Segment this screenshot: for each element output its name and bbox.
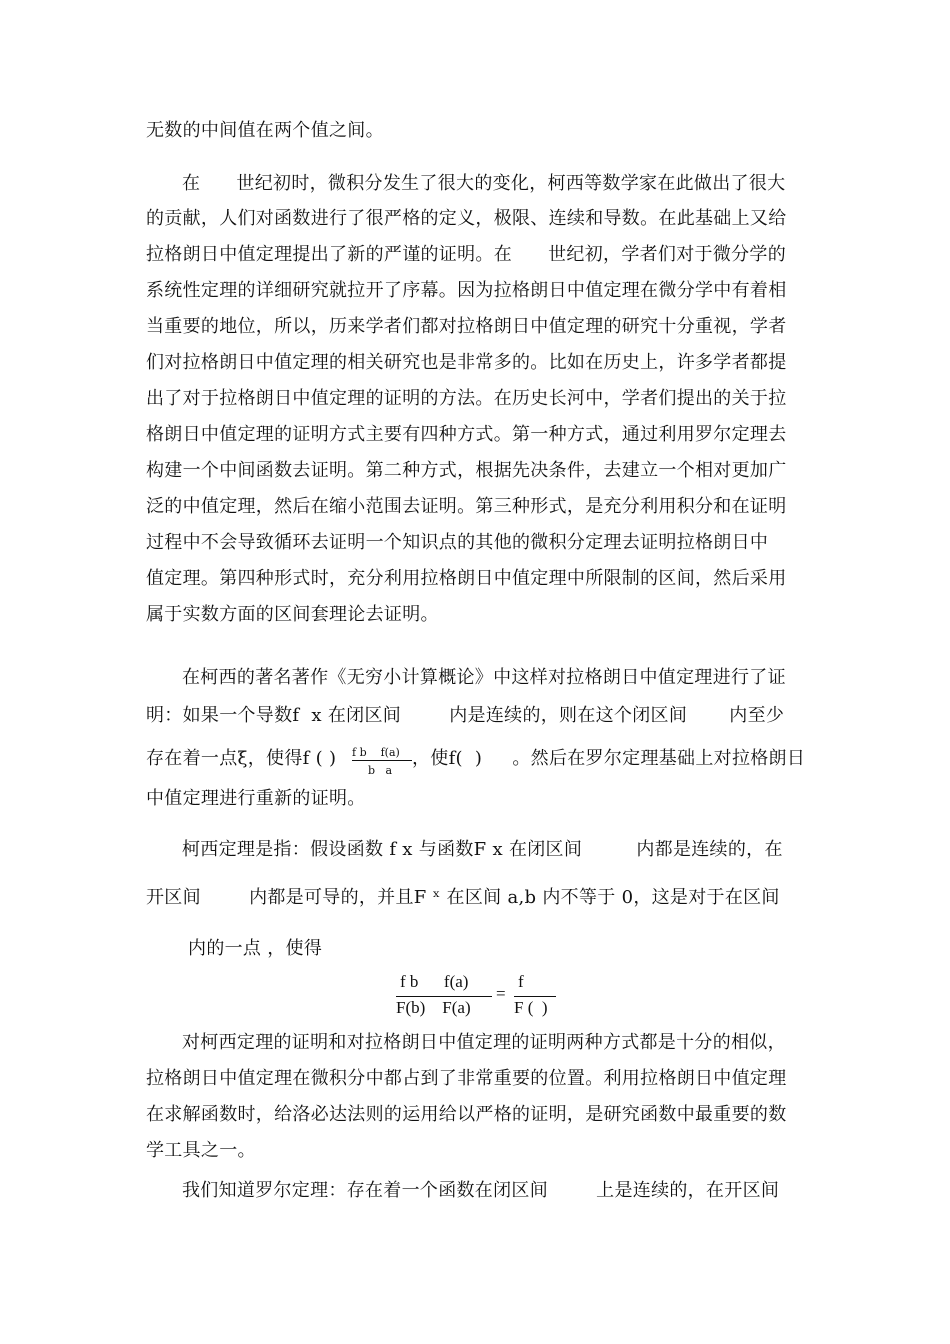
paragraph-line: 属于实数方面的区间套理论去证明。 [146,604,439,625]
paragraph-line: 我们知道罗尔定理：存在着一个函数在闭区间 上是连续的，在开区间 [182,1180,780,1201]
paragraph-line: 当重要的地位，所以，历来学者们都对拉格朗日中值定理的研究十分重视，学者 [146,316,787,337]
paragraph-line: 柯西定理是指：假设函数 f x 与函数F x 在闭区间 内都是连续的，在 [182,839,783,860]
equation-bar-right [514,996,556,997]
paragraph-line: 出了对于拉格朗日中值定理的证明的方法。在历史长河中，学者们提出的关于拉 [146,388,787,409]
paragraph-line: 格朗日中值定理的证明方式主要有四种方式。第一种方式，通过利用罗尔定理去 [146,424,787,445]
equals-sign: = [496,984,506,1003]
paragraph-line: 过程中不会导致循环去证明一个知识点的其他的微积分定理去证明拉格朗日中 [146,532,769,553]
paragraph-line: 在 世纪初时，微积分发生了很大的变化，柯西等数学家在此做出了很大 [182,173,786,194]
fraction-numerator: f b f(a) [352,746,400,759]
paragraph-line: 无数的中间值在两个值之间。 [146,120,384,141]
paragraph-line: 明：如果一个导数f x 在闭区间 内是连续的，则在这个闭区间 内至少 [146,705,785,726]
paragraph-line: 值定理。第四种形式时，充分利用拉格朗日中值定理中所限制的区间，然后采用 [146,568,787,589]
equation-denominator-right: F ( ) [514,998,548,1017]
paragraph-line: 们对拉格朗日中值定理的相关研究也是非常多的。比如在历史上，许多学者都提 [146,352,787,373]
paragraph-line: 内的一点 ，使得 [182,938,323,959]
paragraph-line: 在求解函数时，给洛必达法则的运用给以严格的证明，是研究函数中最重要的数 [146,1104,787,1125]
paragraph-line: 开区间 内都是可导的，并且F ˣ 在区间 a,b 内不等于 0，这是对于在区间 [146,887,780,908]
paragraph-line: 存在着一点ξ，使得f ( ) [146,748,337,769]
equation-numerator-right: f [518,972,524,991]
paragraph-line: 对柯西定理的证明和对拉格朗日中值定理的证明两种方式都是十分的相似， [182,1032,786,1053]
equation-bar-left [396,996,492,997]
paragraph-line: 泛的中值定理，然后在缩小范围去证明。第三种形式，是充分利用积分和在证明 [146,496,787,517]
paragraph-line: ，使f( ) 。然后在罗尔定理基础上对拉格朗日 [412,748,806,769]
paragraph-line: 在柯西的著名著作《无穷小计算概论》中这样对拉格朗日中值定理进行了证 [182,667,786,688]
fraction-denominator: b a [368,764,393,777]
equation-numerator-left: f b f(a) [400,972,469,991]
equation-denominator-left: F(b) F(a) [396,998,471,1017]
paragraph-line: 学工具之一。 [146,1140,256,1161]
paragraph-line: 构建一个中间函数去证明。第二种方式，根据先决条件，去建立一个相对更加广 [146,460,787,481]
paragraph-line: 的贡献，人们对函数进行了很严格的定义，极限、连续和导数。在此基础上又给 [146,208,787,229]
paragraph-line: 拉格朗日中值定理提出了新的严谨的证明。在 世纪初，学者们对于微分学的 [146,244,787,265]
paragraph-line: 中值定理进行重新的证明。 [146,788,366,809]
paragraph-line: 系统性定理的详细研究就拉开了序幕。因为拉格朗日中值定理在微分学中有着相 [146,280,787,301]
paragraph-line: 拉格朗日中值定理在微积分中都占到了非常重要的位置。利用拉格朗日中值定理 [146,1068,787,1089]
fraction-bar [352,760,412,761]
